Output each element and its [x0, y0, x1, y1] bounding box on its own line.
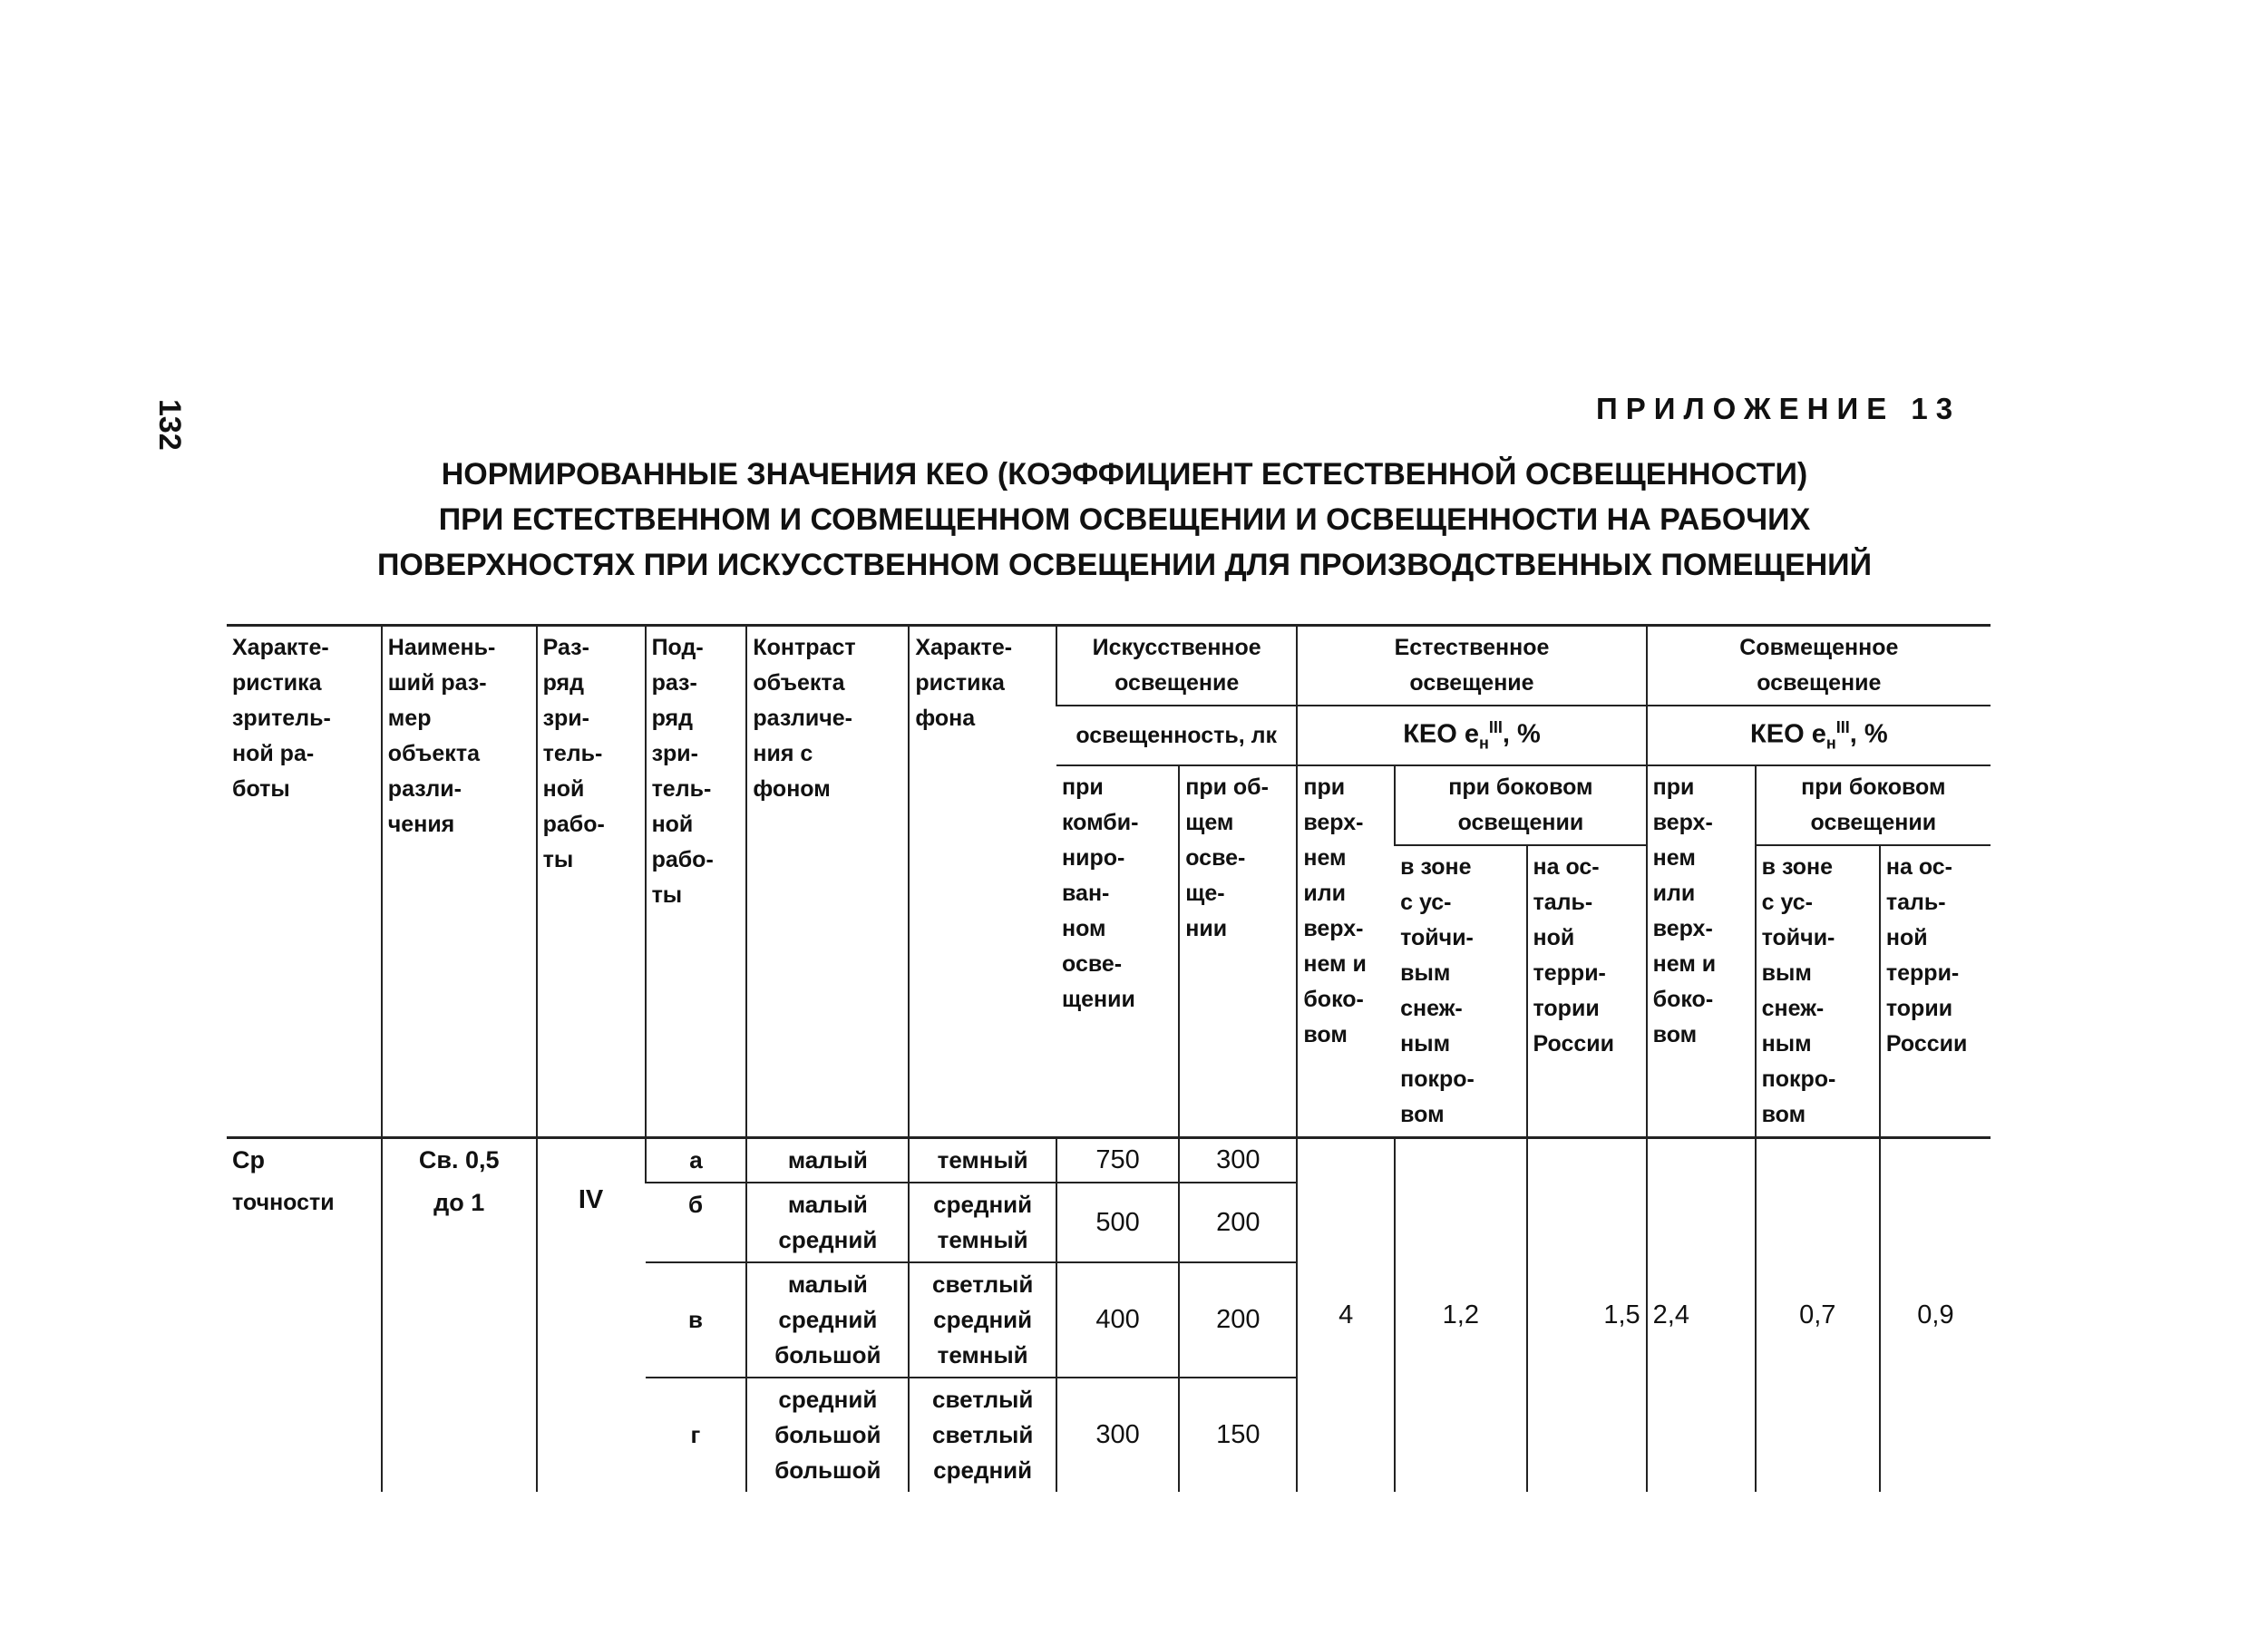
- header-snow-zone-combined: в зоне с ус- тойчи- вым снеж- ным покро- вом: [1756, 845, 1880, 1138]
- header-characteristic: Характе- ристика зритель- ной ра- боты: [227, 626, 382, 1138]
- cell-combined-lx: 400: [1056, 1262, 1179, 1378]
- cell-rank: IV: [537, 1138, 646, 1493]
- header-keo-natural: КЕО $e_н^{III}$, %: [1297, 706, 1646, 765]
- cell-general-lx: 200: [1179, 1183, 1297, 1262]
- cell-keo-natural-top: 4: [1297, 1138, 1395, 1493]
- norms-table-container: [227, 624, 1991, 1492]
- cell-background: темный: [909, 1138, 1056, 1183]
- title-line-1: НОРМИРОВАННЫЕ ЗНАЧЕНИЯ КЕО (КОЭФФИЦИЕНТ ЕСТЕСТВЕННОЙ ОСВЕЩЕННОСТИ): [441, 457, 1808, 492]
- header-side-combined: при боковом освещении: [1756, 765, 1991, 845]
- cell-keo-combined-rest: 0,9: [1880, 1138, 1991, 1493]
- header-top-natural: при верх- нем или верх- нем и боко- вом: [1297, 765, 1395, 1138]
- cell-subrank: г: [690, 1421, 701, 1449]
- cell-combined-lx: 300: [1056, 1378, 1179, 1492]
- header-rest-territory-natural: на ос- таль- ной терри- тории России: [1527, 845, 1647, 1138]
- cell-contrast: малый средний большой: [746, 1262, 909, 1378]
- cell-keo-natural-snow: 1,2: [1395, 1138, 1526, 1493]
- cell-keo-combined-snow: 0,7: [1756, 1138, 1880, 1493]
- cell-general-lx: 150: [1179, 1378, 1297, 1492]
- header-combined-artificial: при комби- ниро- ван- ном осве- щении: [1056, 765, 1179, 1138]
- cell-keo-combined-top: 2,4: [1647, 1138, 1756, 1493]
- header-artificial-lighting: Искусственное освещение: [1056, 626, 1297, 706]
- cell-background: средний темный: [909, 1183, 1056, 1262]
- header-side-natural: при боковом освещении: [1395, 765, 1647, 845]
- header-natural-lighting: Естественное освещение: [1297, 626, 1646, 706]
- header-rest-territory-combined: на ос- таль- ной терри- тории России: [1880, 845, 1991, 1138]
- cell-subrank: б: [646, 1183, 747, 1262]
- table-row: [227, 1138, 1991, 1183]
- cell-background: светлый средний темный: [909, 1262, 1056, 1378]
- header-general-artificial: при об- щем осве- ще- нии: [1179, 765, 1297, 1138]
- title-line-3: ПОВЕРХНОСТЯХ ПРИ ИСКУССТВЕННОМ ОСВЕЩЕНИИ ДЛЯ ПРОИЗВОДСТВЕННЫХ ПОМЕЩЕНИЙ: [376, 548, 1873, 582]
- header-min-size: Наимень- ший раз- мер объекта разли- чения: [382, 626, 537, 1138]
- header-keo-combined: КЕО $e_н^{III}$, %: [1647, 706, 1991, 765]
- header-snow-zone-natural: в зоне с ус- тойчи- вым снеж- ным покро- вом: [1395, 845, 1526, 1138]
- cell-keo-natural-rest: 1,5: [1527, 1138, 1647, 1493]
- header-illuminance: освещенность, лк: [1056, 706, 1297, 765]
- cell-work-characteristic: Ср точности: [232, 1146, 335, 1216]
- cell-subrank: а: [646, 1138, 747, 1183]
- cell-contrast: малый: [746, 1138, 909, 1183]
- cell-contrast: малый средний: [746, 1183, 909, 1262]
- header-combined-lighting: Совмещенное освещение: [1647, 626, 1991, 706]
- page-number: 132: [152, 399, 187, 451]
- header-contrast: Контраст объекта различе- ния с фоном: [746, 626, 909, 1138]
- cell-combined-lx: 500: [1056, 1183, 1179, 1262]
- appendix-label: ПРИЛОЖЕНИЕ 13: [1596, 392, 1961, 425]
- cell-background: светлый светлый средний: [909, 1378, 1056, 1492]
- header-rank: Раз- ряд зри- тель- ной рабо- ты: [537, 626, 646, 1138]
- cell-min-size: Св. 0,5 до 1: [382, 1138, 537, 1493]
- title-line-2: ПРИ ЕСТЕСТВЕННОМ И СОВМЕЩЕННОМ ОСВЕЩЕНИИ И ОСВЕЩЕННОСТИ НА РАБОЧИХ: [438, 502, 1811, 537]
- cell-general-lx: 300: [1179, 1138, 1297, 1183]
- cell-general-lx: 200: [1179, 1262, 1297, 1378]
- document-title: [272, 452, 1977, 588]
- header-subrank: Под- раз- ряд зри- тель- ной рабо- ты: [646, 626, 747, 1138]
- header-top-combined: при верх- нем или верх- нем и боко- вом: [1647, 765, 1756, 1138]
- cell-combined-lx: 750: [1056, 1138, 1179, 1183]
- norms-table: [227, 624, 1991, 1492]
- cell-contrast: средний большой большой: [746, 1378, 909, 1492]
- header-background: Характе- ристика фона: [909, 626, 1056, 1138]
- cell-subrank: в: [646, 1262, 747, 1378]
